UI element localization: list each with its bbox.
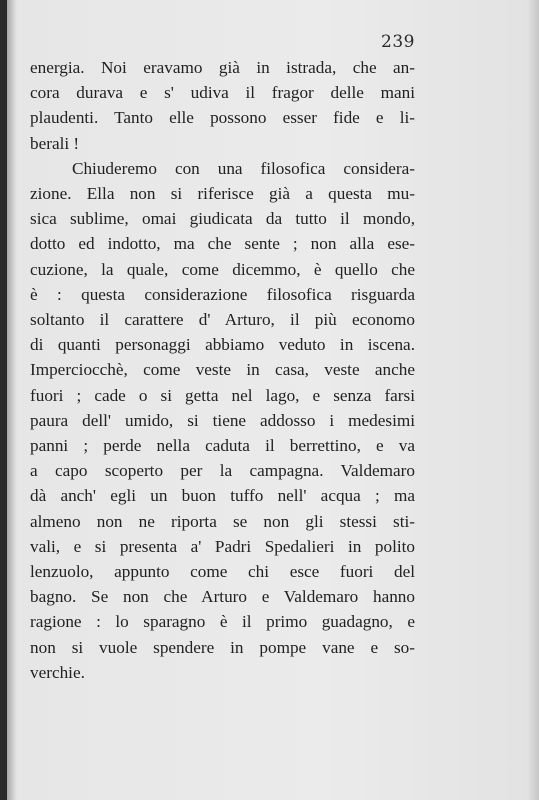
text-line: Imperciocchè, come veste in casa, veste anche [30, 360, 415, 380]
text-line: ragione : lo sparagno è il primo guadagno, e [30, 612, 415, 632]
text-line: verchie. [30, 662, 85, 682]
text-line: cuzione, la quale, come dicemmo, è quello che [30, 259, 415, 279]
text-line: dotto ed indotto, ma che sente ; non alla ese- [30, 234, 415, 254]
text-line: energia. Noi eravamo già in istrada, che an- [30, 58, 415, 77]
text-line: zione. Ella non si riferisce già a questa mu- [30, 184, 415, 204]
text-line: panni ; perde nella caduta il berrettino, e va [30, 436, 415, 456]
text-line: fuori ; cade o si getta nel lago, e senza farsi [30, 385, 415, 405]
paragraph-2 [30, 156, 415, 685]
text-line: è : questa considerazione filosofica risguarda [30, 284, 415, 304]
text-line: a capo scoperto per la campagna. Valdemaro [30, 461, 415, 481]
spine-shadow [7, 0, 17, 800]
book-spine [0, 0, 7, 800]
text-line: soltanto il carattere d' Arturo, il più economo [30, 310, 415, 330]
page-edge-shadow [527, 0, 539, 800]
text-line: non si vuole spendere in pompe vane e so- [30, 637, 415, 657]
page-number: 239 [381, 32, 415, 52]
text-line: berali ! [30, 133, 80, 153]
body-text [30, 55, 415, 685]
text-line: vali, e si presenta a' Padri Spedalieri in polito [30, 536, 415, 556]
text-line: lenzuolo, appunto come chi esce fuori del [30, 562, 415, 582]
text-line: paura dell' umido, si tiene addosso i medesimi [30, 410, 415, 430]
text-line: bagno. Se non che Arturo e Valdemaro hanno [30, 587, 415, 607]
text-line: dà anch' egli un buon tuffo nell' acqua ; ma [30, 486, 415, 506]
text-line: cora durava e s' udiva il fragor delle mani [30, 83, 415, 103]
paragraph-1 [30, 55, 415, 156]
text-line: almeno non ne riporta se non gli stessi sti- [30, 511, 415, 531]
text-line: di quanti personaggi abbiamo veduto in iscena. [30, 335, 415, 355]
text-line: plaudenti. Tanto elle possono esser fide e li- [30, 108, 415, 128]
text-line: sica sublime, omai giudicata da tutto il mondo, [30, 209, 415, 229]
text-line: Chiuderemo con una filosofica considera- [72, 158, 415, 178]
